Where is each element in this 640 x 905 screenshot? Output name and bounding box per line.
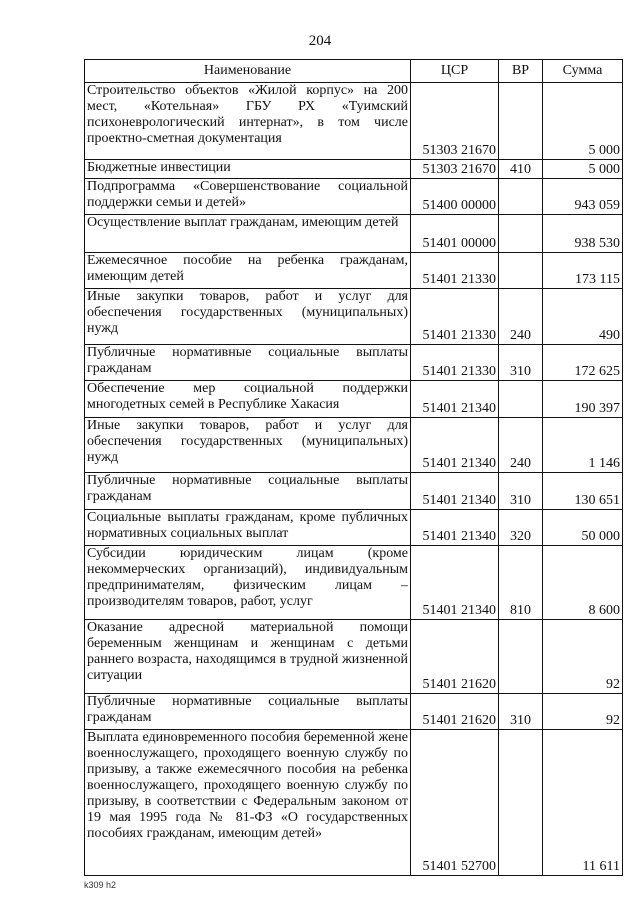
page-number: 204	[308, 33, 332, 49]
row-csr: 51303 21670	[411, 160, 499, 179]
row-vr: 310	[499, 473, 543, 510]
row-vr: 240	[499, 289, 543, 345]
table-row	[85, 215, 623, 253]
row-vr: 240	[499, 418, 543, 473]
row-csr: 51401 21340	[411, 473, 499, 510]
row-name: Оказание адресной материальной помощи беременным женщинам и женщинам с детьми раннего возраста, находящимся в трудной жизненной ситуации	[85, 620, 411, 694]
row-vr	[499, 730, 543, 876]
row-vr: 310	[499, 345, 543, 381]
table-row	[85, 381, 623, 418]
row-name: Строительство объектов «Жилой корпус» на 200 мест, «Котельная» ГБУ РХ «Туимский психоневрологический интернат», в том числе проектно-сметная документация	[85, 83, 411, 160]
table-row	[85, 418, 623, 473]
table-row	[85, 510, 623, 546]
table-row	[85, 289, 623, 345]
row-csr: 51401 21330	[411, 345, 499, 381]
row-vr: 810	[499, 546, 543, 620]
table-row	[85, 179, 623, 215]
row-name: Обеспечение мер социальной поддержки многодетных семей в Республике Хакасия	[85, 381, 411, 418]
row-sum: 173 115	[543, 253, 623, 289]
table-row	[85, 546, 623, 620]
row-name: Публичные нормативные социальные выплаты гражданам	[85, 694, 411, 730]
row-sum: 172 625	[543, 345, 623, 381]
table-row	[85, 83, 623, 160]
row-vr: 310	[499, 694, 543, 730]
row-sum: 11 611	[543, 730, 623, 876]
table-row	[85, 694, 623, 730]
footer-mark: k309 h2	[84, 880, 117, 890]
table-row	[85, 620, 623, 694]
header-vr: ВР	[499, 60, 543, 83]
table-row	[85, 730, 623, 876]
row-csr: 51401 52700	[411, 730, 499, 876]
table-row	[85, 473, 623, 510]
row-sum: 490	[543, 289, 623, 345]
row-sum: 50 000	[543, 510, 623, 546]
row-vr: 320	[499, 510, 543, 546]
row-csr: 51401 21340	[411, 510, 499, 546]
row-name: Подпрограмма «Совершенствование социальной поддержки семьи и детей»	[85, 179, 411, 215]
row-sum: 1 146	[543, 418, 623, 473]
row-csr: 51303 21670	[411, 83, 499, 160]
row-sum: 92	[543, 694, 623, 730]
row-csr: 51401 21340	[411, 418, 499, 473]
row-name: Публичные нормативные социальные выплаты гражданам	[85, 473, 411, 510]
row-vr	[499, 253, 543, 289]
row-sum: 190 397	[543, 381, 623, 418]
row-name: Осуществление выплат гражданам, имеющим детей	[85, 215, 411, 253]
row-csr: 51401 21620	[411, 694, 499, 730]
header-name: Наименование	[85, 60, 411, 83]
row-name: Социальные выплаты гражданам, кроме публичных нормативных социальных выплат	[85, 510, 411, 546]
row-name: Субсидии юридическим лицам (кроме некоммерческих организаций), индивидуальным предпринимателям, физическим лицам – производителям товаров, работ, услуг	[85, 546, 411, 620]
row-csr: 51400 00000	[411, 179, 499, 215]
budget-table	[84, 59, 623, 876]
row-name: Иные закупки товаров, работ и услуг для обеспечения государственных (муниципальных) нужд	[85, 289, 411, 345]
row-sum: 92	[543, 620, 623, 694]
row-sum: 943 059	[543, 179, 623, 215]
row-name: Бюджетные инвестиции	[85, 160, 411, 179]
table-row	[85, 160, 623, 179]
row-vr	[499, 179, 543, 215]
row-csr: 51401 21340	[411, 546, 499, 620]
row-vr	[499, 620, 543, 694]
table-row	[85, 345, 623, 381]
row-name: Ежемесячное пособие на ребенка гражданам, имеющим детей	[85, 253, 411, 289]
row-csr: 51401 21620	[411, 620, 499, 694]
row-vr	[499, 215, 543, 253]
row-vr	[499, 381, 543, 418]
row-name: Иные закупки товаров, работ и услуг для обеспечения государственных (муниципальных) нужд	[85, 418, 411, 473]
row-csr: 51401 21340	[411, 381, 499, 418]
row-vr	[499, 83, 543, 160]
row-name: Выплата единовременного пособия беременной жене военнослужащего, проходящего военную службу по призыву, а также ежемесячного пособия на ребенка военнослужащего, проходящего военную службу по призыву, в соответствии с Федеральным законом от 19 мая 1995 года № 81-ФЗ «О государственных пособиях гражданам, имеющим детей»	[85, 730, 411, 876]
row-sum: 5 000	[543, 160, 623, 179]
header-csr: ЦСР	[411, 60, 499, 83]
row-csr: 51401 21330	[411, 253, 499, 289]
row-sum: 8 600	[543, 546, 623, 620]
table-header-row	[85, 60, 623, 83]
header-sum: Сумма	[543, 60, 623, 83]
row-csr: 51401 00000	[411, 215, 499, 253]
row-vr: 410	[499, 160, 543, 179]
row-csr: 51401 21330	[411, 289, 499, 345]
row-sum: 5 000	[543, 83, 623, 160]
row-sum: 130 651	[543, 473, 623, 510]
row-name: Публичные нормативные социальные выплаты гражданам	[85, 345, 411, 381]
row-sum: 938 530	[543, 215, 623, 253]
table-row	[85, 253, 623, 289]
